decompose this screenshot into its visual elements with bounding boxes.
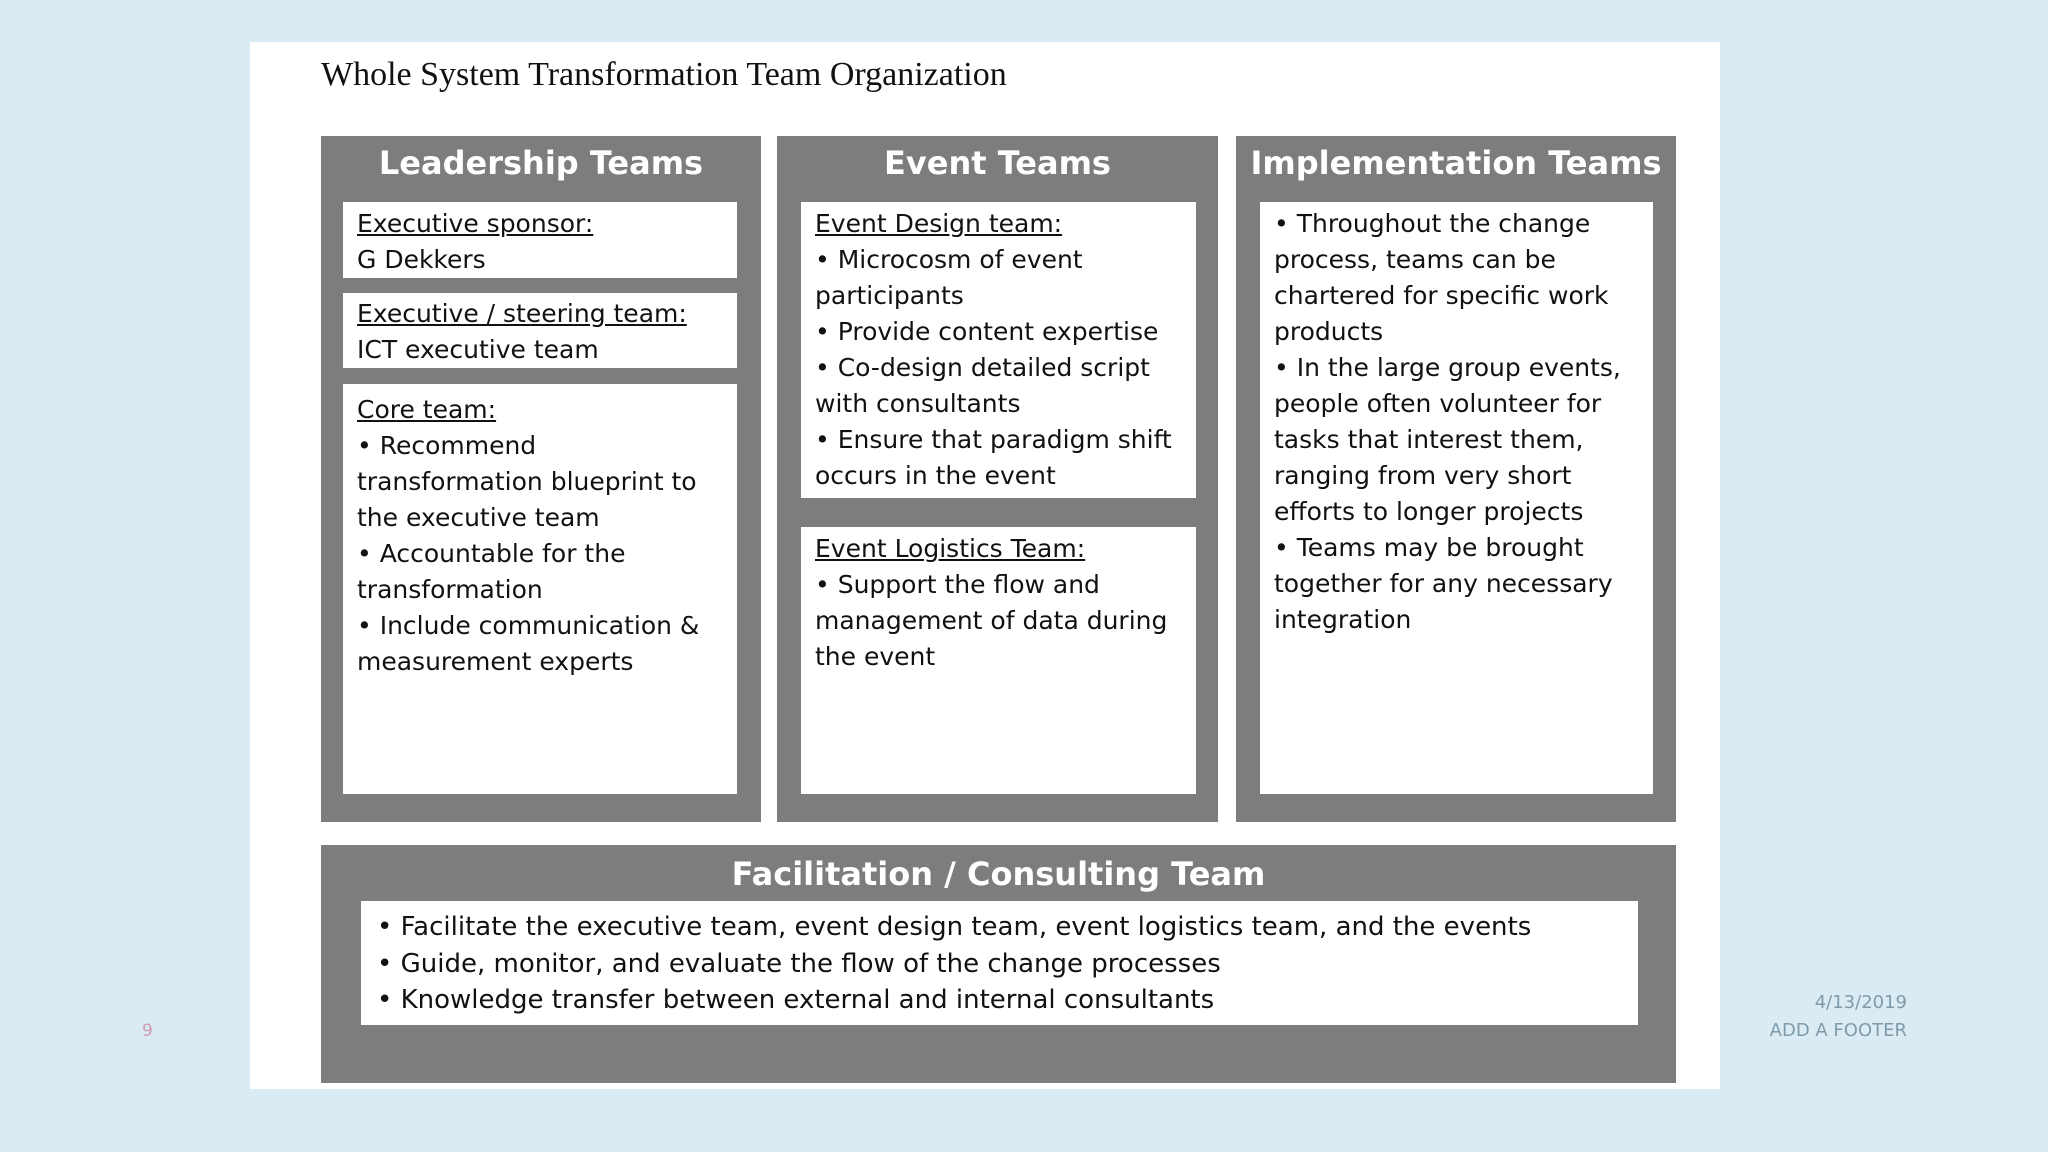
steering-team-box — [343, 293, 737, 368]
implementation-teams-heading: Implementation Teams — [1250, 144, 1662, 182]
facilitation-team-heading: Facilitation / Consulting Team — [731, 855, 1266, 893]
leadership-teams-heading: Leadership Teams — [378, 144, 704, 182]
core-team-list — [357, 428, 725, 680]
steering-team-heading: Executive / steering team: — [357, 299, 687, 328]
implementation-bullet: • In the large group events, people often volunteer for tasks that interest them, ranging from very short efforts to longer projects — [1274, 350, 1641, 530]
facilitation-box — [361, 901, 1638, 1025]
core-team-bullet: • Accountable for the transformation — [357, 536, 725, 608]
implementation-box — [1260, 202, 1653, 794]
executive-sponsor-heading: Executive sponsor: — [357, 209, 594, 238]
implementation-bullet: • Throughout the change process, teams can be chartered for specific work products — [1274, 206, 1641, 350]
implementation-teams-panel — [1236, 136, 1676, 822]
facilitation-list — [377, 909, 1622, 1019]
facilitation-bullet: • Guide, monitor, and evaluate the flow of the change processes — [377, 946, 1622, 983]
core-team-box — [343, 384, 737, 794]
event-design-box — [801, 202, 1196, 498]
event-teams-panel — [777, 136, 1218, 822]
slide-number: 9 — [142, 1021, 153, 1041]
core-team-heading: Core team: — [357, 395, 497, 424]
event-design-bullet: • Co-design detailed script with consultants — [815, 350, 1184, 422]
implementation-list — [1274, 206, 1641, 638]
event-design-bullet: • Provide content expertise — [815, 314, 1184, 350]
event-logistics-box — [801, 527, 1196, 794]
slide-footer: ADD A FOOTER — [1769, 1020, 1907, 1041]
leadership-teams-panel — [321, 136, 761, 822]
event-design-heading: Event Design team: — [815, 209, 1063, 238]
event-teams-heading: Event Teams — [884, 144, 1111, 182]
slide-content-image — [250, 42, 1720, 1089]
event-logistics-heading: Event Logistics Team: — [815, 534, 1086, 563]
executive-sponsor-box — [343, 202, 737, 278]
slide-date: 4/13/2019 — [1814, 992, 1907, 1013]
facilitation-bullet: • Facilitate the executive team, event design team, event logistics team, and the events — [377, 909, 1622, 946]
event-design-bullet: • Ensure that paradigm shift occurs in the event — [815, 422, 1184, 494]
event-logistics-list — [815, 567, 1184, 675]
steering-team-value: ICT executive team — [357, 335, 599, 364]
executive-sponsor-value: G Dekkers — [357, 245, 486, 274]
facilitation-team-panel — [321, 845, 1676, 1083]
event-design-list — [815, 242, 1184, 494]
event-logistics-bullet: • Support the flow and management of data during the event — [815, 567, 1184, 675]
event-design-bullet: • Microcosm of event participants — [815, 242, 1184, 314]
core-team-bullet: • Include communication & measurement experts — [357, 608, 725, 680]
implementation-bullet: • Teams may be brought together for any necessary integration — [1274, 530, 1641, 638]
page-title: Whole System Transformation Team Organization — [321, 56, 1007, 93]
facilitation-bullet: • Knowledge transfer between external and internal consultants — [377, 982, 1622, 1019]
core-team-bullet: • Recommend transformation blueprint to the executive team — [357, 428, 725, 536]
